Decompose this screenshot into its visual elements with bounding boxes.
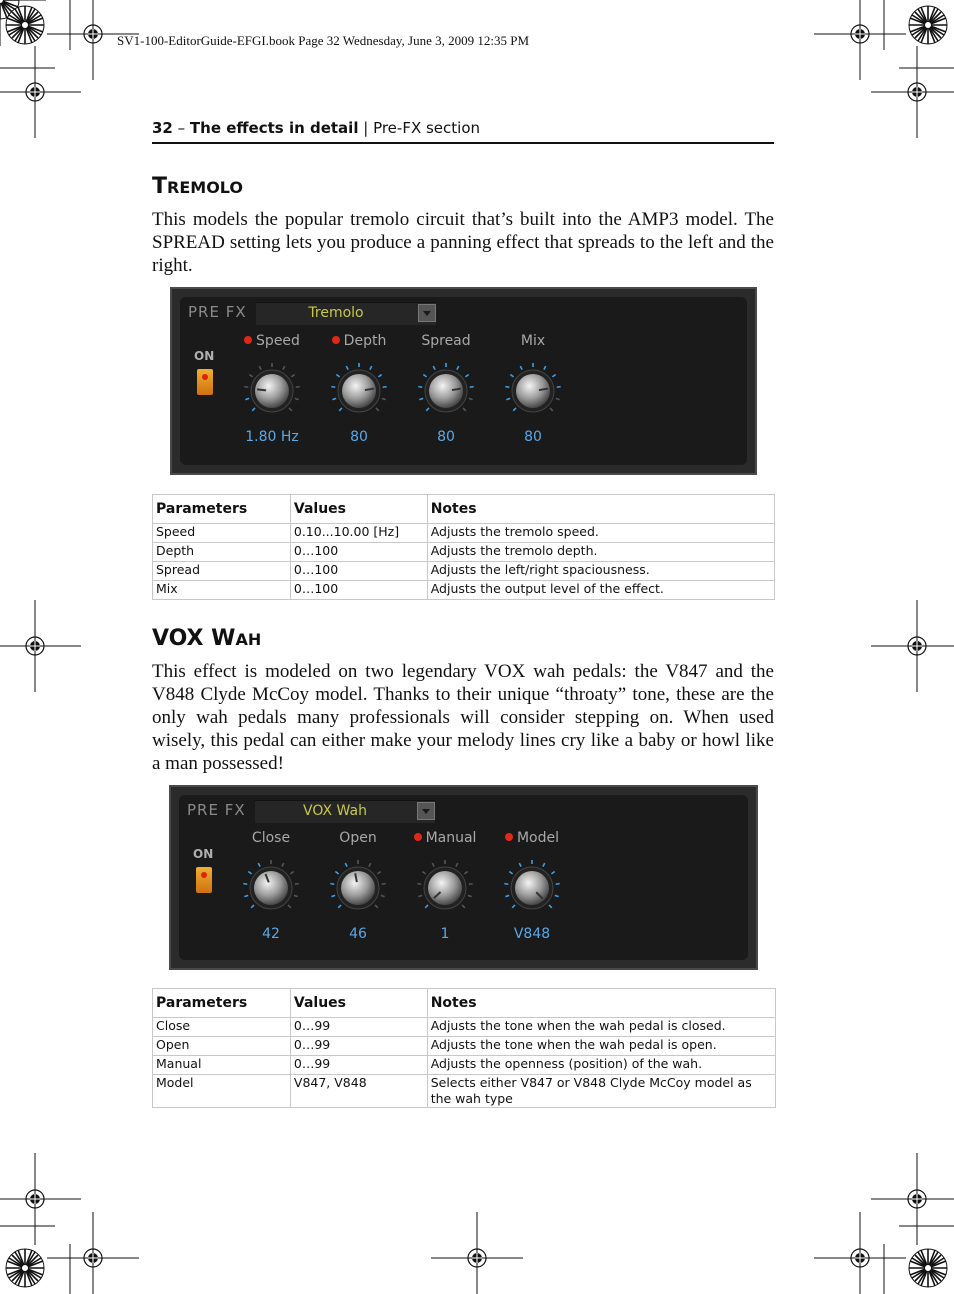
effect-name: Tremolo xyxy=(308,305,364,321)
table-cell: Speed xyxy=(153,524,291,543)
table-row xyxy=(153,524,775,543)
knob-label-text: Manual xyxy=(425,830,477,846)
column-header: Values xyxy=(290,495,427,524)
knob-tick xyxy=(288,905,291,908)
knob-tick xyxy=(249,375,252,377)
table-cell: 0…100 xyxy=(290,562,427,581)
table-row xyxy=(153,1018,776,1037)
knob-tick xyxy=(330,884,334,885)
voxwah-heading-b: AH xyxy=(235,630,262,649)
knob-tick xyxy=(289,408,292,411)
tremolo-parameters-table xyxy=(152,494,775,600)
knob-tick xyxy=(382,884,386,885)
knob-tick xyxy=(419,398,423,399)
knob-tick xyxy=(504,884,508,885)
knob-tick xyxy=(464,872,467,874)
knob-tick xyxy=(291,375,294,377)
knob-tick xyxy=(381,895,385,896)
knob-dial-icon[interactable] xyxy=(242,361,302,421)
table-cell: 0…100 xyxy=(290,543,427,562)
knob-tick xyxy=(295,398,299,399)
knob-pointer xyxy=(539,389,548,390)
running-head xyxy=(152,119,774,137)
voxwah-heading-a: VOX W xyxy=(152,626,236,651)
tremolo-effect-panel xyxy=(170,287,757,475)
knob-tick xyxy=(556,884,560,885)
knob-tick xyxy=(290,872,293,874)
led-indicator-icon xyxy=(505,833,513,841)
knob-dial-icon[interactable] xyxy=(503,361,563,421)
knob-label-text: Close xyxy=(251,830,291,846)
knob-tick xyxy=(335,872,338,874)
knob-tick xyxy=(258,863,260,867)
knob-tick xyxy=(296,387,300,388)
knob-value: 80 xyxy=(524,429,542,445)
knob-tick xyxy=(376,408,379,411)
table-cell: Manual xyxy=(153,1056,291,1075)
table-row xyxy=(153,1075,776,1108)
knob-tick xyxy=(426,408,429,411)
knob-pointer xyxy=(365,389,374,390)
knob-pointer xyxy=(257,389,266,390)
knob-tick xyxy=(555,895,559,896)
knob-cap xyxy=(429,374,463,408)
table-row xyxy=(153,581,775,600)
voxwah-effect-panel xyxy=(169,785,758,970)
knob-tick xyxy=(382,398,386,399)
knob-tick xyxy=(378,375,381,377)
knob-tick xyxy=(506,398,510,399)
knob-dial-icon[interactable] xyxy=(502,858,562,918)
table-header-row xyxy=(153,495,775,524)
table-cell: Spread xyxy=(153,562,291,581)
knob-tick xyxy=(510,375,513,377)
knob-tick xyxy=(332,398,336,399)
effect-selector[interactable] xyxy=(256,302,436,325)
knob-tick xyxy=(244,387,248,388)
knob-tick xyxy=(505,387,509,388)
knob-tick xyxy=(331,387,335,388)
knob-cap xyxy=(341,871,375,905)
column-header: Notes xyxy=(427,495,774,524)
file-header: SV1-100-EditorGuide-EFGI.book Page 32 Wednesday, June 3, 2009 12:35 PM xyxy=(117,33,530,48)
led-indicator-icon xyxy=(332,336,340,344)
knob-tick xyxy=(331,895,335,896)
knob-value: 42 xyxy=(262,926,280,942)
knob-tick xyxy=(520,366,522,370)
table-cell: 0…99 xyxy=(290,1018,427,1037)
knob-tick xyxy=(509,872,512,874)
voxwah-parameters-table xyxy=(152,988,776,1108)
voxwah-description: This effect is modeled on two legendary VOX wah pedals: the V847 and the V848 Clyde McCoy model. Thanks to their unique “throaty” tone, these are the only wah pedals many professionals will consider stepping on. When used wisely, this pedal can either make your melody lines cry like a baby or howl like a man possessed! xyxy=(152,661,774,774)
knob-tick xyxy=(468,895,472,896)
knob-tick xyxy=(550,408,553,411)
on-toggle-button[interactable] xyxy=(196,867,212,893)
knob-tick xyxy=(552,375,555,377)
knob-tick xyxy=(432,863,434,867)
chevron-down-icon[interactable] xyxy=(417,802,435,820)
header-rule xyxy=(152,142,774,144)
table-row xyxy=(153,1056,776,1075)
knob-tick xyxy=(251,905,254,908)
on-label: ON xyxy=(194,349,215,363)
knob-label xyxy=(318,830,398,846)
knob-tick xyxy=(245,398,249,399)
knob-tick xyxy=(513,408,516,411)
knob-label xyxy=(319,333,399,349)
knob-tick xyxy=(544,366,546,370)
knob-tick xyxy=(345,863,347,867)
knob-value: 1.80 Hz xyxy=(245,429,299,445)
chapter-title: The effects in detail xyxy=(189,119,359,137)
knob-tick xyxy=(456,863,458,867)
knob-pointer xyxy=(452,389,461,390)
table-cell: Close xyxy=(153,1018,291,1037)
knob-label xyxy=(232,333,312,349)
column-header: Parameters xyxy=(153,495,291,524)
knob-dial-icon[interactable] xyxy=(415,858,475,918)
knob-tick xyxy=(418,387,422,388)
knob-tick xyxy=(425,905,428,908)
knob-label xyxy=(493,333,573,349)
knob-tick xyxy=(243,884,247,885)
table-row xyxy=(153,562,775,581)
knob-tick xyxy=(377,872,380,874)
knob-tick xyxy=(370,366,372,370)
page-number: 32 xyxy=(152,119,173,137)
knob-tick xyxy=(294,895,298,896)
on-toggle-button[interactable] xyxy=(197,369,213,395)
knob-tick xyxy=(457,366,459,370)
knob-label-text: Open xyxy=(339,830,377,846)
knob-tick xyxy=(422,872,425,874)
table-cell: 0…100 xyxy=(290,581,427,600)
table-cell: 0…99 xyxy=(290,1056,427,1075)
knob-tick xyxy=(336,375,339,377)
knob-tick xyxy=(252,408,255,411)
knob-cap xyxy=(342,374,376,408)
knob-tick xyxy=(469,884,473,885)
knob-value: 46 xyxy=(349,926,367,942)
knob-value: 80 xyxy=(437,429,455,445)
tremolo-heading-first: T xyxy=(152,174,168,199)
knob-label xyxy=(492,830,572,846)
running-head-divider: | xyxy=(358,119,374,137)
knob-tick xyxy=(463,408,466,411)
pre-fx-label: PRE FX xyxy=(188,303,247,321)
knob-value: 1 xyxy=(440,926,450,942)
knob-tick xyxy=(505,895,509,896)
knob-tick xyxy=(383,387,387,388)
knob-cap xyxy=(515,871,549,905)
table-cell: 0.10...10.00 [Hz] xyxy=(290,524,427,543)
knob-cap xyxy=(255,374,289,408)
knob-label xyxy=(405,830,485,846)
section-title: Pre-FX section xyxy=(373,119,481,137)
table-row xyxy=(153,1037,776,1056)
column-header: Notes xyxy=(427,989,775,1018)
knob-value: 80 xyxy=(350,429,368,445)
table-cell: Mix xyxy=(153,581,291,600)
knob-label-text: Speed xyxy=(256,333,300,349)
column-header: Values xyxy=(290,989,427,1018)
table-cell: Adjusts the output level of the effect. xyxy=(427,581,774,600)
knob-tick xyxy=(551,872,554,874)
on-label: ON xyxy=(193,847,214,861)
knob-tick xyxy=(369,863,371,867)
knob-tick xyxy=(346,366,348,370)
knob-tick xyxy=(469,398,473,399)
knob-tick xyxy=(418,895,422,896)
knob-label xyxy=(231,830,311,846)
knob-cap xyxy=(516,374,550,408)
knob-tick xyxy=(519,863,521,867)
column-header: Parameters xyxy=(153,989,291,1018)
pre-fx-label: PRE FX xyxy=(187,801,246,819)
knob-tick xyxy=(465,375,468,377)
table-cell: Model xyxy=(153,1075,291,1108)
table-cell: Adjusts the tone when the wah pedal is closed. xyxy=(427,1018,775,1037)
knob-dial-icon[interactable] xyxy=(416,361,476,421)
knob-cap xyxy=(428,871,462,905)
knob-tick xyxy=(248,872,251,874)
tremolo-heading-rest: REMOLO xyxy=(167,178,244,197)
knob-tick xyxy=(283,366,285,370)
effect-name: VOX Wah xyxy=(303,803,367,819)
table-row xyxy=(153,543,775,562)
knob-tick xyxy=(556,398,560,399)
table-cell: Open xyxy=(153,1037,291,1056)
knob-dial-icon[interactable] xyxy=(241,858,301,918)
knob-tick xyxy=(338,905,341,908)
knob-tick xyxy=(423,375,426,377)
table-cell: V847, V848 xyxy=(290,1075,427,1108)
knob-tick xyxy=(512,905,515,908)
led-indicator-icon xyxy=(414,833,422,841)
knob-tick xyxy=(543,863,545,867)
knob-tick xyxy=(259,366,261,370)
voxwah-heading xyxy=(152,626,261,651)
effect-selector[interactable] xyxy=(255,800,435,823)
knob-dial-icon[interactable] xyxy=(329,361,389,421)
table-cell: Adjusts the tremolo speed. xyxy=(427,524,774,543)
chevron-down-icon[interactable] xyxy=(418,304,436,322)
knob-cap xyxy=(254,871,288,905)
knob-label-text: Mix xyxy=(520,333,546,349)
table-header-row xyxy=(153,989,776,1018)
table-cell: Depth xyxy=(153,543,291,562)
knob-label-text: Spread xyxy=(421,333,471,349)
knob-label xyxy=(406,333,486,349)
knob-label-text: Depth xyxy=(343,333,387,349)
knob-tick xyxy=(470,387,474,388)
tremolo-description: This models the popular tremolo circuit that’s built into the AMP3 model. The SPREAD setting lets you produce a panning effect that spreads to the left and the right. xyxy=(152,209,774,276)
knob-tick xyxy=(295,884,299,885)
knob-tick xyxy=(244,895,248,896)
knob-tick xyxy=(375,905,378,908)
knob-tick xyxy=(462,905,465,908)
knob-tick xyxy=(549,905,552,908)
knob-tick xyxy=(282,863,284,867)
table-cell: 0…99 xyxy=(290,1037,427,1056)
table-cell: Adjusts the tremolo depth. xyxy=(427,543,774,562)
led-indicator-icon xyxy=(244,336,252,344)
knob-tick xyxy=(417,884,421,885)
tremolo-heading xyxy=(152,174,243,199)
table-cell: Selects either V847 or V848 Clyde McCoy model as the wah type xyxy=(427,1075,775,1108)
running-head-sep: – xyxy=(172,119,190,137)
knob-label-text: Model xyxy=(516,830,560,846)
knob-dial-icon[interactable] xyxy=(328,858,388,918)
table-cell: Adjusts the left/right spaciousness. xyxy=(427,562,774,581)
knob-tick xyxy=(433,366,435,370)
knob-tick xyxy=(557,387,561,388)
table-cell: Adjusts the tone when the wah pedal is open. xyxy=(427,1037,775,1056)
table-cell: Adjusts the openness (position) of the wah. xyxy=(427,1056,775,1075)
knob-value: V848 xyxy=(513,926,551,942)
knob-tick xyxy=(339,408,342,411)
